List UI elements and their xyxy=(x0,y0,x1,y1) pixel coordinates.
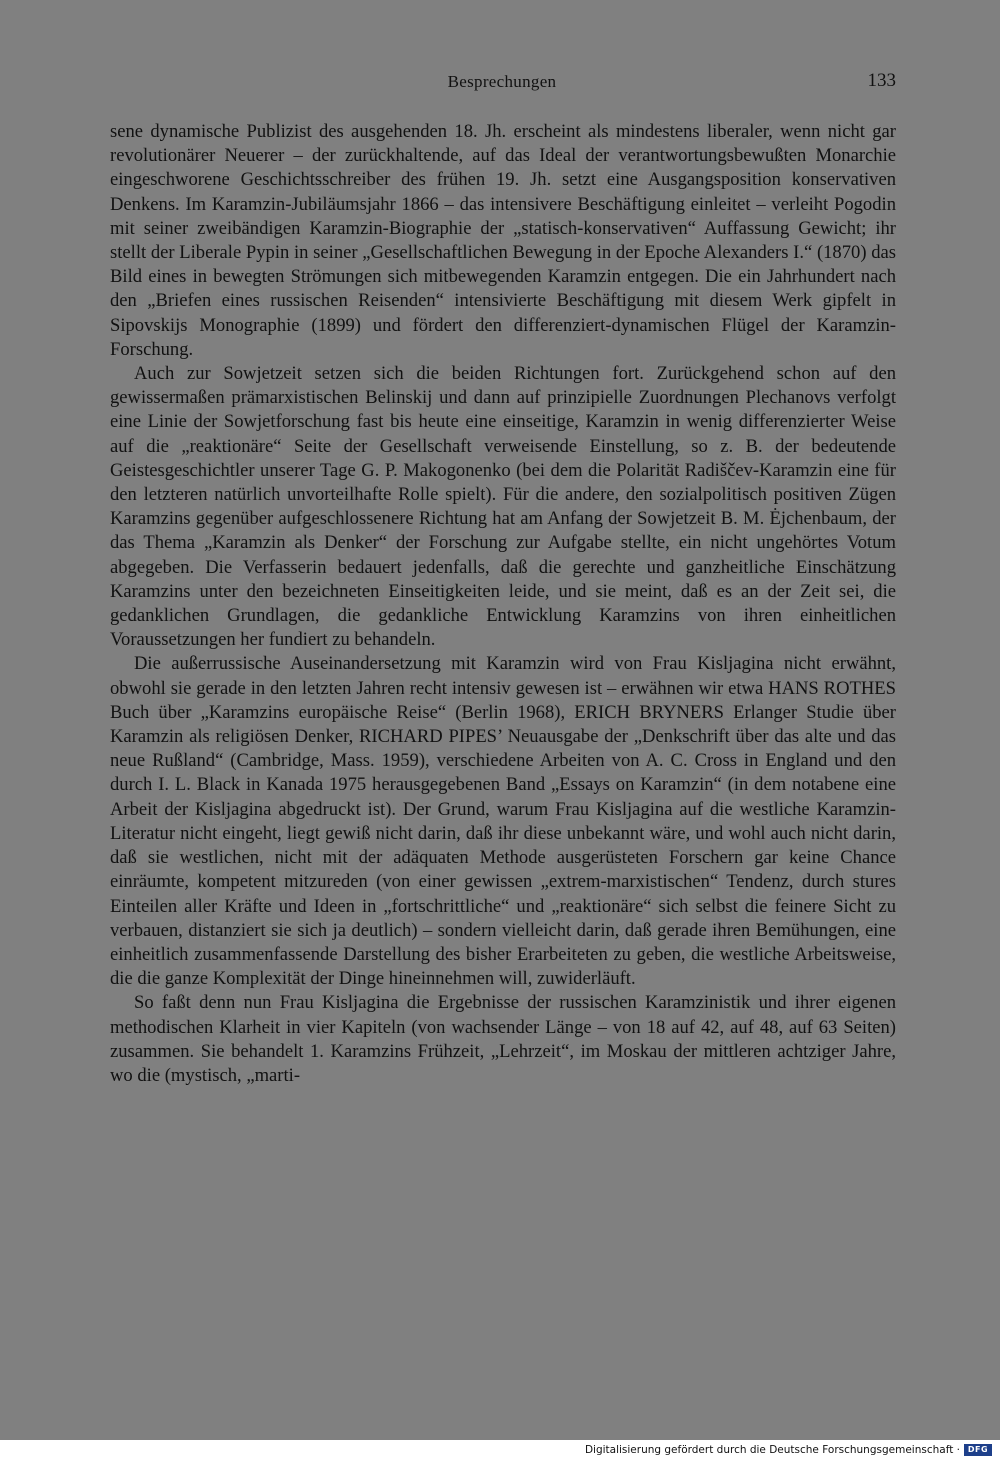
running-head: Besprechungen xyxy=(447,72,557,91)
body-text xyxy=(110,120,896,1088)
paragraph-1: sene dynamische Publizist des ausgehenden 18. Jh. erscheint als mindestens liberaler, wenn nicht gar revolutionärer Neuerer – der zurückhaltende, auf das Ideal der verantwortungsbewußten Monarchie eingeschworene Geschichtsschreiber des frühen 19. Jh. setzt eine Ausgangsposition konservativen Denkens. Im Karamzin-Jubiläumsjahr 1866 – das intensivere Beschäftigung einleitet – verleiht Pogodin mit seiner zweibändigen Karamzin-Biographie der „statisch-konservativen“ Auffassung Gewicht; ihr stellt der Liberale Pypin in seiner „Gesellschaftlichen Bewegung in der Epoche Alexanders I.“ (1870) das Bild eines in bewegten Strömungen sich mitbewegenden Karamzin entgegen. Die ein Jahrhundert nach den „Briefen eines russischen Reisenden“ intensivierte Beschäftigung mit diesem Werk gipfelt in Sipovskijs Monographie (1899) und fördert den differenziert-dynamischen Flügel der Karamzin-Forschung. xyxy=(110,121,896,360)
funding-notice: Digitalisierung gefördert durch die Deutsche Forschungsgemeinschaft · xyxy=(584,1444,960,1456)
paragraph-4: So faßt denn nun Frau Kisljagina die Ergebnisse der russischen Karamzinistik und ihrer eigenen methodischen Klarheit in vier Kapiteln (von wachsender Länge – von 18 auf 42, auf 48, auf 63 Seiten) zusammen. Sie behandelt 1. Karamzins Frühzeit, „Lehrzeit“, im Moskau der mittleren achtziger Jahre, wo die (mystisch, „marti- xyxy=(110,992,896,1086)
paragraph-3: Die außerrussische Auseinandersetzung mit Karamzin wird von Frau Kisljagina nicht erwähnt, obwohl sie gerade in den letzten Jahren recht intensiv gewesen ist – erwähnen wir etwa HANS ROTHES Buch über „Karamzins europäische Reise“ (Berlin 1968), ERICH BRYNERS Erlanger Studie über Karamzin als religiösen Denker, RICHARD PIPES’ Neuausgabe der „Denkschrift über das alte und das neue Rußland“ (Cambridge, Mass. 1959), verschiedene Arbeiten von A. C. Cross in England und den durch I. L. Black in Kanada 1975 herausgegebenen Band „Essays on Karamzin“ (in dem notabene eine Arbeit der Kisljagina abgedruckt ist). Der Grund, warum Frau Kisljagina auf die westliche Karamzin-Literatur nicht eingeht, liegt gewiß nicht darin, daß ihr diese unbekannt wäre, und wohl auch nicht darin, daß sie westlichen, nicht mit der adäquaten Methode ausgerüsteten Forschern gar keine Chance einräumte, kompetent mitzureden (von einer gewissen „extrem-marxistischen“ Tendenz, durch stures Einteilen aller Kräfte und Ideen in „fortschrittliche“ und „reaktionäre“ sich selbst die feinere Sicht zu verbauen, distanziert sie sich ja deutlich) – sondern vielleicht darin, daß gerade ihren Bemühungen, eine einheitlich zusammenfassende Darstellung des bisher Erarbeiteten zu geben, die westliche Arbeitsweise, die die ganze Komplexität der Dinge hineinnehmen will, zuwiderläuft. xyxy=(110,653,896,990)
paragraph-2: Auch zur Sowjetzeit setzen sich die beiden Richtungen fort. Zurückgehend schon auf den gewissermaßen prämarxistischen Belinskij und dann auf prinzipielle Zuordnungen Plechanovs verfolgt eine Linie der Sowjetforschung fast bis heute eine einseitige, Karamzin in wenig differenzierter Weise auf die „reaktionäre“ Seite der Gesellschaft verweisende Einstellung, so z. B. der bedeutende Geistesgeschichtler unserer Tage G. P. Makogonenko (bei dem die Polarität Radiščev-Karamzin eine für den letzteren natürlich unvorteilhafte Rolle spielt). Für die andere, den sozialpolitisch positiven Zügen Karamzins gegenüber aufgeschlossenere Richtung hat am Anfang der Sowjetzeit B. M. Ėjchenbaum, der das Thema „Karamzin als Denker“ der Forschung zur Aufgabe stellte, ein nicht ungehörtes Votum abgegeben. Die Verfasserin bedauert jedenfalls, daß die gerechte und ganzheitliche Einschätzung Karamzins unter den bezeichneten Einseitigkeiten leide, und sie meint, daß es an der Zeit sei, die gedanklichen Grundlagen, die gedankliche Entwicklung Karamzins von ihren einheitlichen Voraussetzungen her fundiert zu behandeln. xyxy=(110,363,896,651)
dfg-logo-icon: DFG xyxy=(964,1444,992,1456)
page-number: 133 xyxy=(867,70,896,91)
footer-bar xyxy=(0,1440,1000,1462)
page-header xyxy=(108,72,896,100)
